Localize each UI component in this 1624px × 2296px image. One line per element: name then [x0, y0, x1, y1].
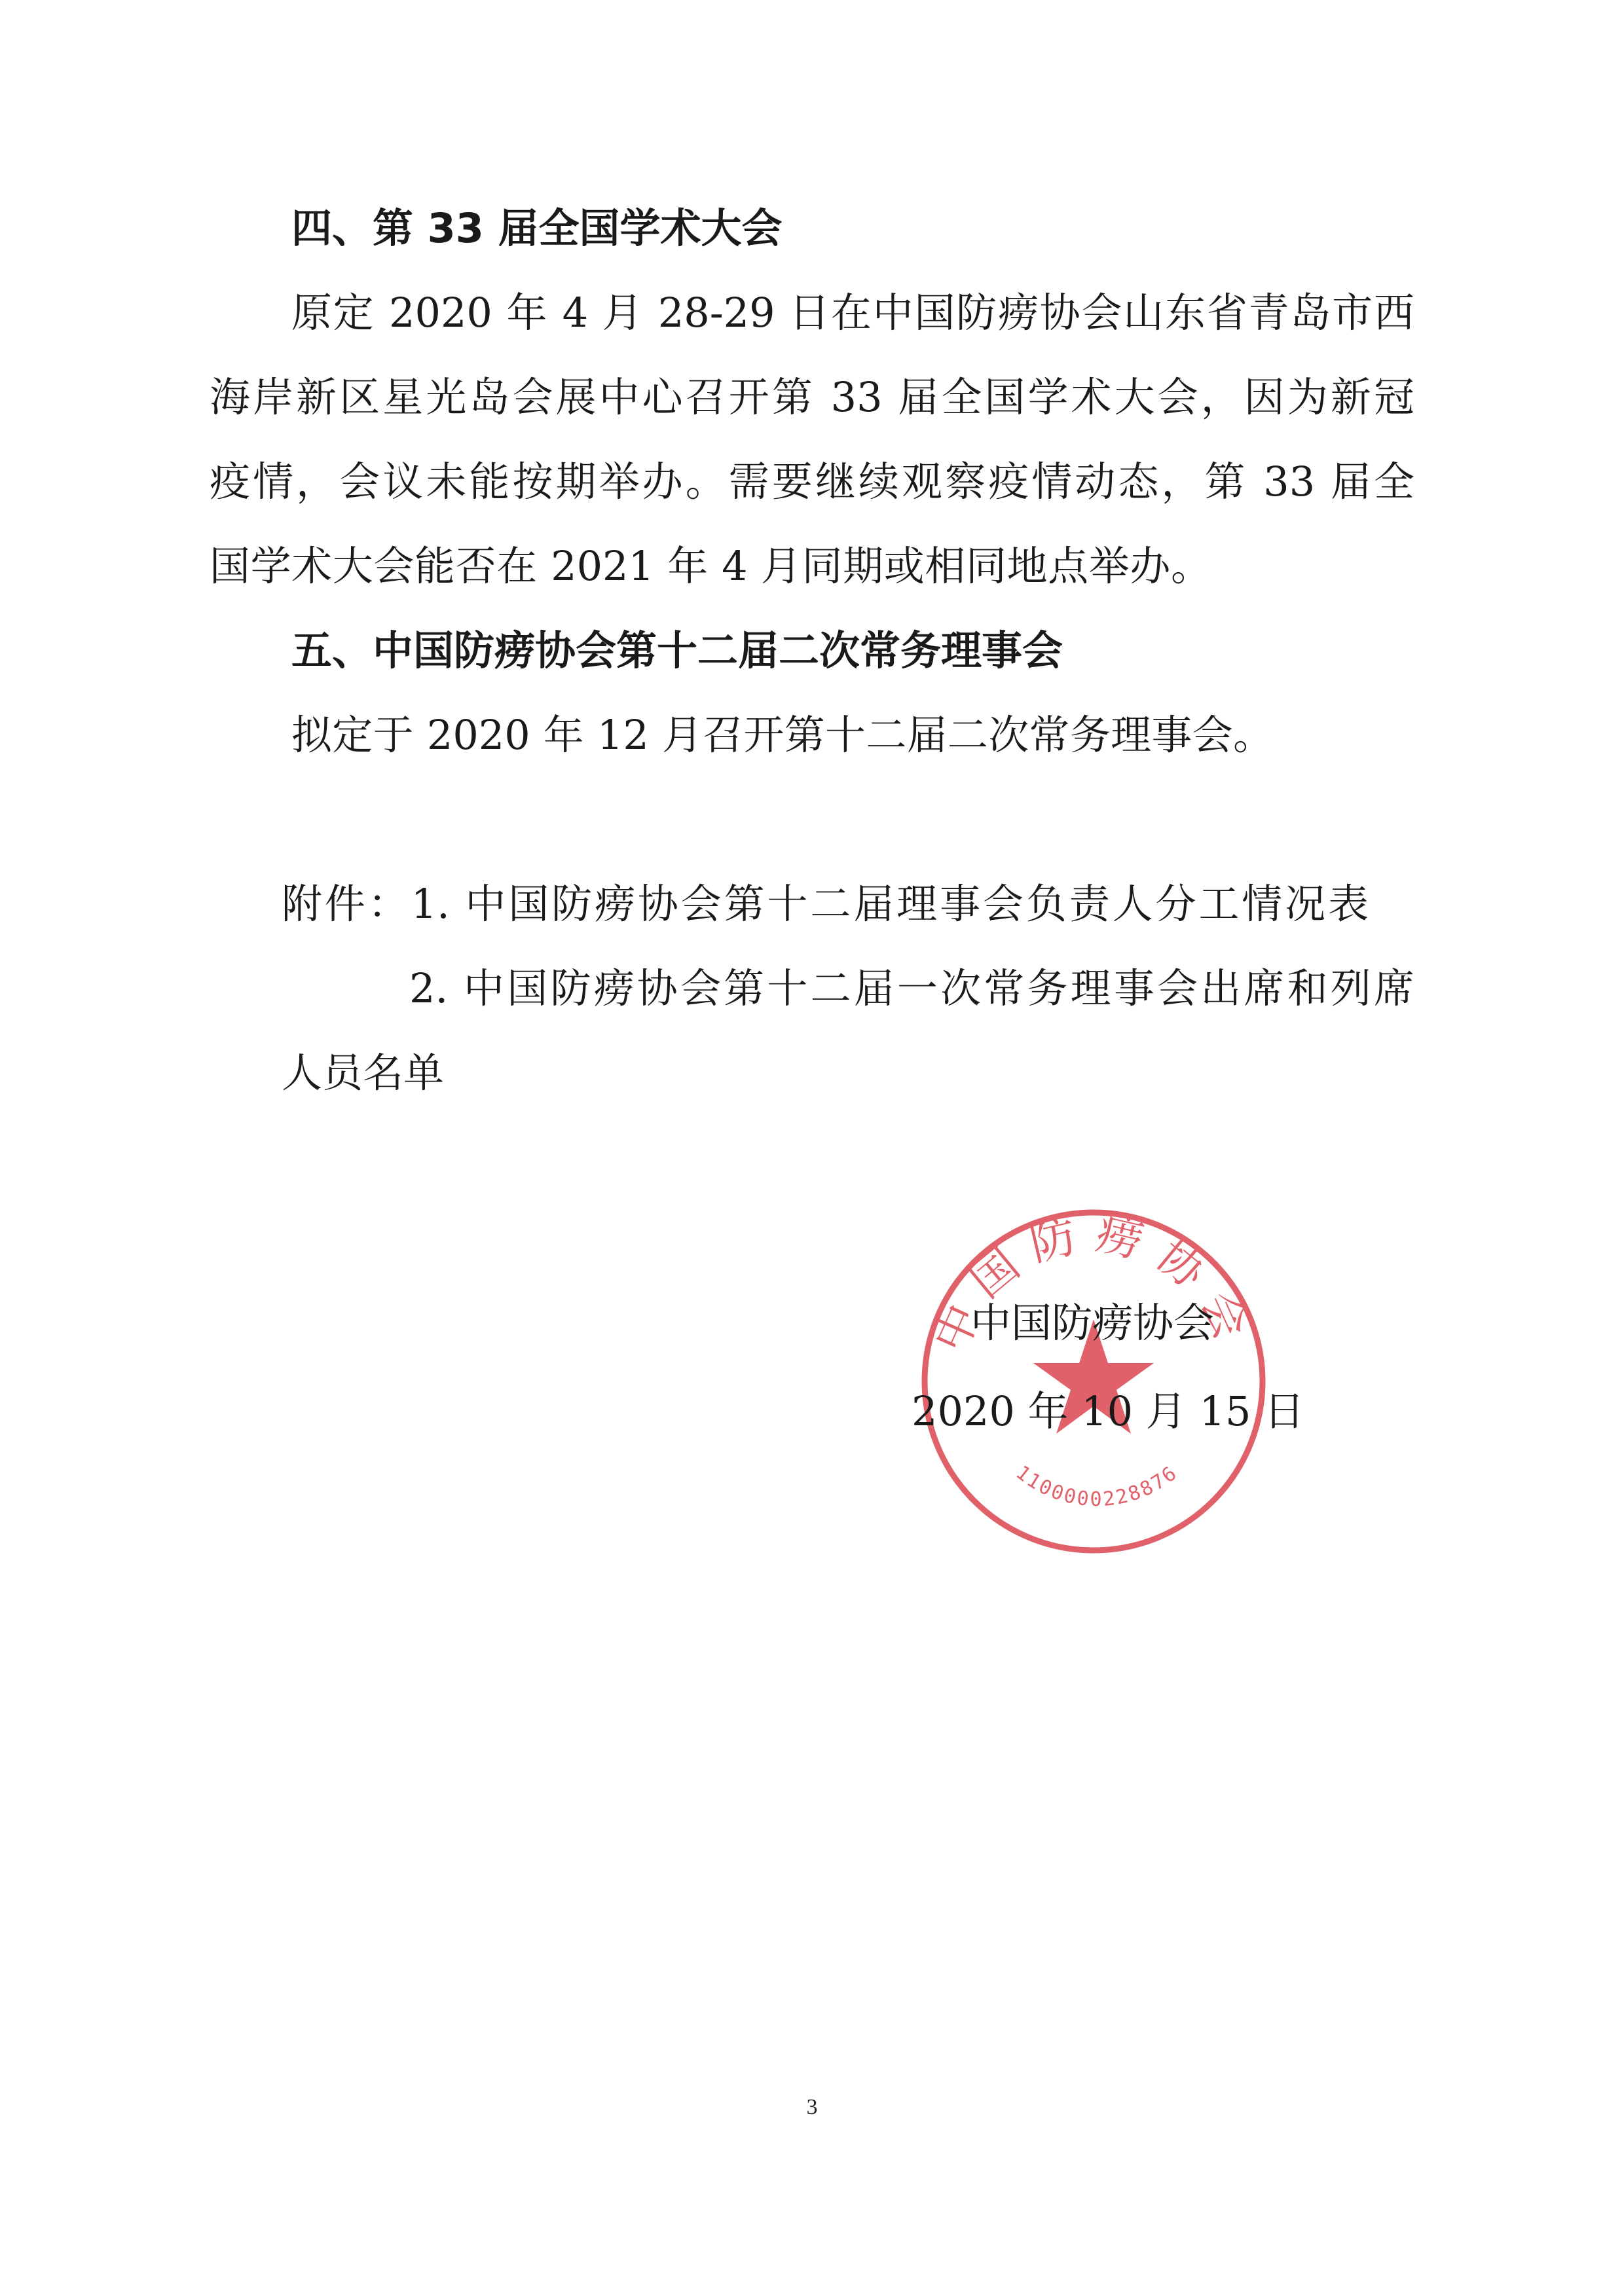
section-4-heading: 四、第 33 届全国学术大会 [291, 204, 783, 252]
page-number: 3 [806, 2095, 818, 2119]
section-5-line: 拟定于 2020 年 12 月召开第十二届二次常务理事会。 [291, 711, 1274, 759]
section-4-line-4: 国学术大会能否在 2021 年 4 月同期或相同地点举办。 [210, 542, 1211, 590]
attachment-line-2: 2. 中国防痨协会第十二届一次常务理事会出席和列席 [409, 964, 1414, 1012]
seal-top-text: 中国防痨协会 [923, 1205, 1264, 1360]
section-4-line-3: 疫情，会议未能按期举办。需要继续观察疫情动态，第 33 届全 [210, 458, 1414, 505]
attachment-line-3: 人员名单 [282, 1049, 445, 1097]
section-4-line-1: 原定 2020 年 4 月 28-29 日在中国防痨协会山东省青岛市西 [291, 289, 1414, 337]
signature-date: 2020 年 10 月 15 日 [912, 1387, 1305, 1435]
signature-organization: 中国防痨协会 [970, 1299, 1214, 1347]
section-5-heading: 五、中国防痨协会第十二届二次常务理事会 [291, 627, 1063, 674]
official-seal-stamp [917, 1205, 1270, 1558]
seal-number: 1100000228876 [1011, 1461, 1183, 1512]
section-4-line-2: 海岸新区星光岛会展中心召开第 33 届全国学术大会，因为新冠 [210, 373, 1414, 421]
attachment-line-1: 附件：1. 中国防痨协会第十二届理事会负责人分工情况表 [282, 880, 1369, 928]
